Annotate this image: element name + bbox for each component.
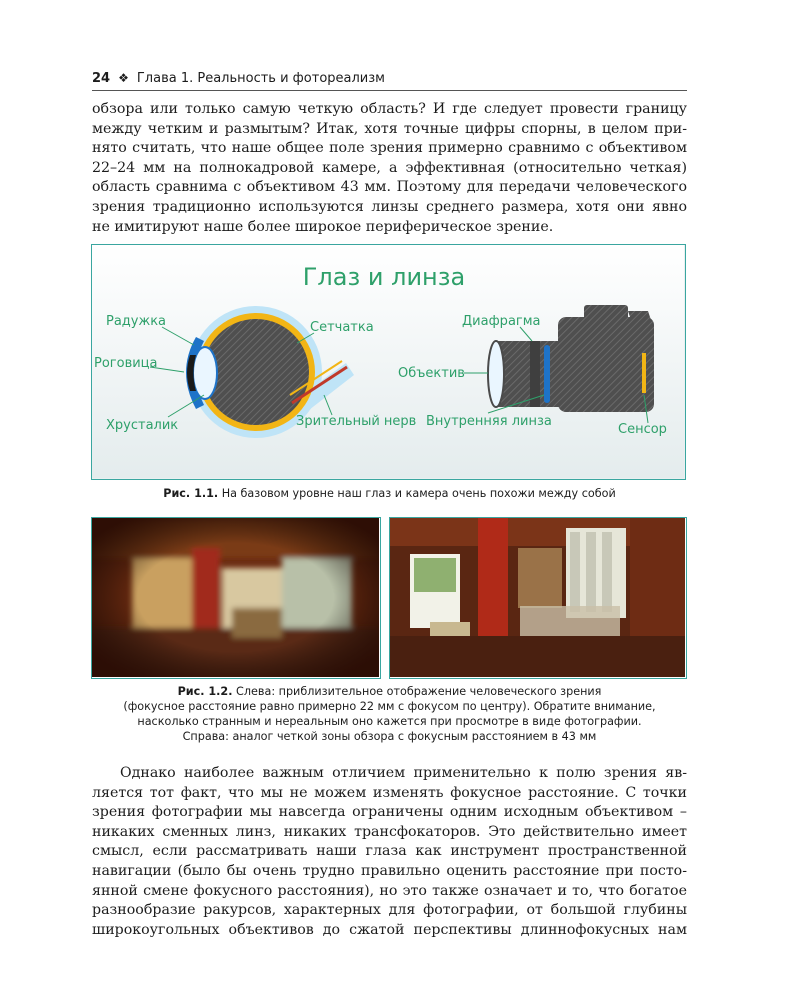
text-line: область сравнима с объективом 43 мм. Поэтому для передачи человеческого bbox=[92, 179, 687, 196]
eyeball-body bbox=[203, 319, 309, 425]
text-line: не имитируют наше более широкое периферическое зрение. bbox=[92, 218, 554, 235]
label-optic-nerve: Зрительный нерв bbox=[296, 414, 417, 429]
text-line: навигации (было бы очень трудно правильно оценить расстояние при посто- bbox=[92, 862, 687, 879]
text-line: между четким и размытым? Итак, хотя точные цифры спорны, в целом при- bbox=[92, 120, 687, 137]
running-head bbox=[92, 68, 687, 88]
figure-1-2-caption bbox=[92, 684, 687, 744]
camera-top bbox=[584, 305, 628, 321]
caption-text: насколько странным и нереальным оно кажется при просмотре в виде фотографии. bbox=[137, 715, 642, 728]
figure-label: Рис. 1.1. bbox=[163, 487, 219, 500]
camera-barrel bbox=[496, 341, 560, 407]
front-lens bbox=[488, 341, 504, 407]
eye-camera-diagram bbox=[91, 244, 686, 480]
photo-43mm-view bbox=[389, 517, 687, 679]
caption-text: Слева: приблизительное отображение человеческого зрения bbox=[232, 685, 602, 698]
ornament-icon: ❖ bbox=[118, 71, 129, 85]
label-inner-lens: Внутренняя линза bbox=[426, 414, 552, 429]
text-line: янной смене фокусного расстояния), но это также означает и то, что богатое bbox=[92, 882, 687, 899]
label-cornea: Роговица bbox=[94, 356, 158, 371]
inner-lens-element bbox=[544, 345, 550, 403]
figure-label: Рис. 1.2. bbox=[177, 685, 233, 698]
figure-1-1-caption bbox=[92, 486, 687, 501]
text-line: нято считать, что наше общее поле зрения примерно сравнимо с объективом bbox=[92, 140, 687, 157]
header-rule bbox=[92, 90, 687, 91]
text-line: Однако наиболее важным отличием применительно к полю зрения яв- bbox=[120, 765, 687, 781]
paragraph-intro bbox=[92, 100, 687, 237]
camera-grip bbox=[628, 311, 652, 323]
text-line: обзора или только самую четкую область? И где следует провести границу bbox=[92, 101, 687, 117]
label-sensor: Сенсор bbox=[618, 422, 667, 437]
label-retina: Сетчатка bbox=[310, 320, 374, 335]
paragraph-focal-length bbox=[92, 764, 687, 940]
photo-human-vision bbox=[91, 517, 381, 679]
text-line: смысл, если рассматривать наши глаза как инструмент пространственной bbox=[92, 843, 687, 860]
text-line: зрения фотографии мы навсегда ограничены одним исходным объективом – bbox=[92, 804, 687, 821]
text-line: зрения традиционно используются линзы среднего размера, хотя они явно bbox=[92, 198, 687, 215]
chapter-title: Глава 1. Реальность и фотореализм bbox=[136, 70, 385, 86]
caption-text: На базовом уровне наш глаз и камера очень похожи между собой bbox=[218, 487, 616, 500]
camera-body bbox=[558, 317, 654, 412]
label-lens: Хрусталик bbox=[106, 418, 179, 433]
sensor-element bbox=[642, 353, 646, 393]
text-line: никаких сменных линз, никаких трансфокаторов. Это действительно имеет bbox=[92, 823, 687, 840]
label-objective: Объектив bbox=[398, 366, 465, 381]
label-iris: Радужка bbox=[106, 314, 167, 329]
diagram-title: Глаз и линза bbox=[302, 263, 466, 291]
text-line: разнообразие ракурсов, характерных для фотографии, от большой глубины bbox=[92, 902, 687, 919]
label-aperture: Диафрагма bbox=[462, 314, 541, 329]
text-line: 22–24 мм на полнокадровой камере, а эффективная (относительно четкая) bbox=[92, 159, 687, 176]
page-number: 24 bbox=[92, 70, 111, 86]
text-line: широкоугольных объективов до сжатой перспективы длиннофокусных нам bbox=[92, 921, 687, 938]
crystalline-lens bbox=[193, 347, 217, 399]
text-line: ляется тот факт, что мы не можем изменять фокусное расстояние. С точки bbox=[92, 784, 687, 801]
caption-text: Справа: аналог четкой зоны обзора с фокусным расстоянием в 43 мм bbox=[182, 730, 597, 743]
caption-text: (фокусное расстояние равно примерно 22 мм с фокусом по центру). Обратите внимание, bbox=[123, 700, 656, 713]
